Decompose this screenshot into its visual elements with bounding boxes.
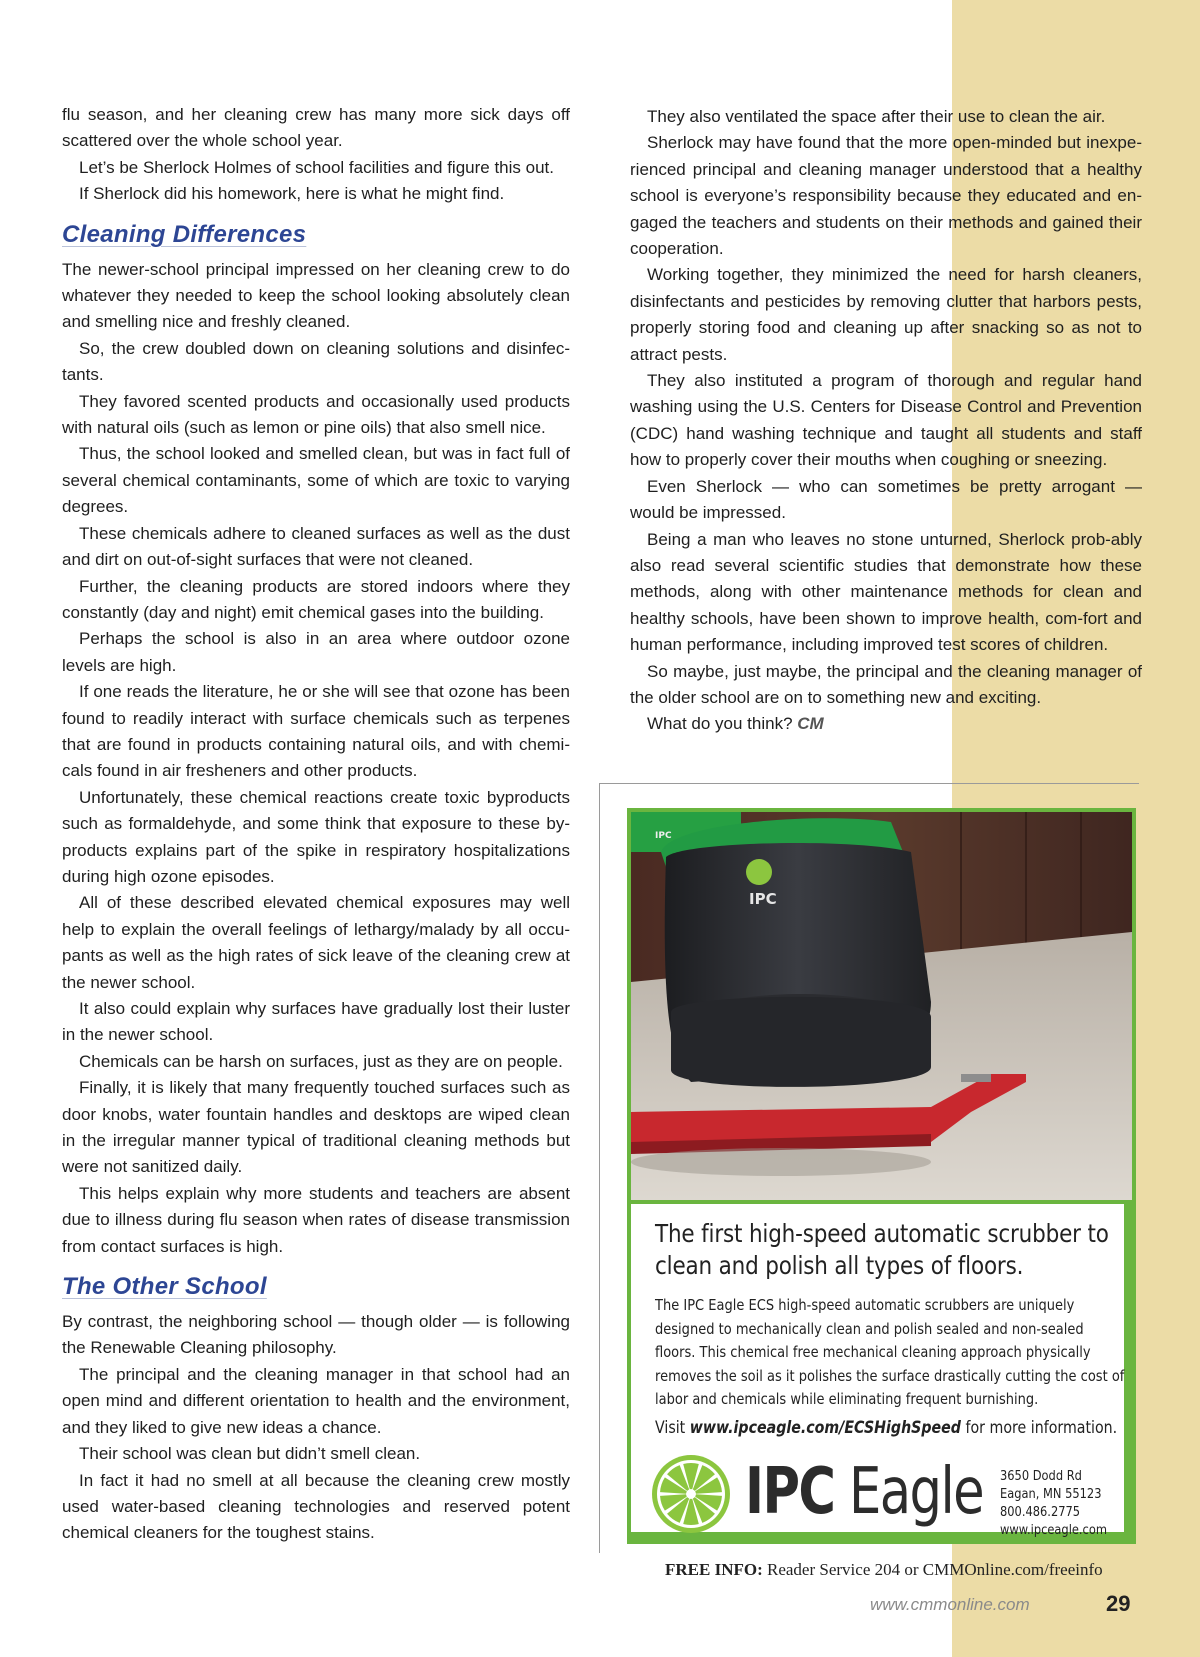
ad-address-block: [1000, 1468, 1107, 1540]
article-paragraph: If one reads the literature, he or she will see that ozone has been found to readily interact with surface chemicals such as terpenes that are found in products containing natural oils, and with chemi-cals found in air fresheners and other products.: [62, 682, 570, 781]
article-paragraph: flu season, and her cleaning crew has many more sick days off scattered over the whole school year.: [62, 105, 570, 151]
ad-body-text: The IPC Eagle ECS high-speed automatic scrubbers are uniquely designed to mechanically clean and polish sealed and non-sealed floors. This chemical free mechanical cleaning approach physically removes the soil as it polishes the surface drastically cutting the cost of labor and chemicals while eliminating frequent burnishing.: [655, 1296, 1125, 1408]
article-paragraph: This helps explain why more students and teachers are absent due to illness during flu season when rates of disease transmission from contact surfaces is high.: [62, 1183, 570, 1256]
machine-badge-text: IPC: [749, 890, 777, 908]
article-paragraph: Sherlock may have found that the more open-minded but inexpe-rienced principal and cleaning manager understood that a healthy school is everyone’s responsibility because they educated and en-gaged the teachers and students on their methods and gained their cooperation.: [630, 133, 1142, 259]
article-paragraph: It also could explain why surfaces have gradually lost their luster in the newer school.: [62, 999, 570, 1045]
footer-url[interactable]: www.cmmonline.com: [870, 1595, 1030, 1614]
article-paragraph: Thus, the school looked and smelled clean, but was in fact full of several chemical contaminants, some of which are toxic to varying degrees.: [62, 444, 570, 517]
ipc-eagle-wordmark: IPC Eagle: [745, 1455, 983, 1529]
article-paragraph: These chemicals adhere to cleaned surfaces as well as the dust and dirt on out-of-sight surfaces that were not cleaned.: [62, 523, 570, 570]
article-column-left: [62, 102, 570, 1547]
ipc-eagle-advertisement[interactable]: [627, 808, 1136, 1544]
address-line: 800.486.2775: [1000, 1505, 1081, 1520]
article-paragraph: Chemicals can be harsh on surfaces, just as they are on people.: [79, 1051, 563, 1071]
article-paragraph: Being a man who leaves no stone unturned, Sherlock prob-ably also read several scientific studies that demonstrate how these methods, along with other maintenance methods for clean and healthy schools, have been shown to improve health, com-fort and human performance, including improved test scores of children.: [630, 529, 1142, 655]
free-info-line: FREE INFO: Reader Service 204 or CMMOnline.com/freeinfo: [665, 1560, 1103, 1579]
article-paragraph: Finally, it is likely that many frequently touched surfaces such as door knobs, water fountain handles and desktops are wiped clean in the irregular manner typical of traditional cleaning methods but were not sanitized daily.: [62, 1078, 570, 1177]
article-paragraph: In fact it had no smell at all because the cleaning crew mostly used water-based cleaning technologies and reserved potent chemical cleaners for the toughest stains.: [62, 1470, 570, 1543]
closing-line: What do you think? CM: [647, 714, 824, 734]
article-paragraph: The principal and the cleaning manager in that school had an open mind and different orientation to health and the environment, and they liked to give new ideas a chance.: [62, 1364, 570, 1437]
lime-slice-logo-icon: [651, 1454, 731, 1534]
ad-visit-line: Visit www.ipceagle.com/ECSHighSpeed for more information.: [655, 1418, 1118, 1437]
article-paragraph: So maybe, just maybe, the principal and the cleaning manager of the older school are on to something new and exciting.: [630, 661, 1142, 707]
scrubber-illustration: [631, 812, 1132, 1200]
ad-copy-panel: [631, 1204, 1125, 1538]
article-paragraph: They favored scented products and occasionally used products with natural oils (such as lemon or pine oils) that also smell nice.: [62, 391, 570, 438]
article-paragraph: Further, the cleaning products are stored indoors where they constantly (day and night) emit chemical gases into the building.: [62, 576, 570, 622]
article-paragraph: Even Sherlock — who can sometimes be pretty arrogant — would be impressed.: [630, 476, 1142, 523]
article-paragraph: So, the crew doubled down on cleaning solutions and disinfec-tants.: [62, 338, 570, 385]
ad-divider-top: [600, 783, 1139, 784]
section-heading: The Other School: [62, 1273, 267, 1301]
article-paragraph: Perhaps the school is also in an area where outdoor ozone levels are high.: [62, 629, 570, 675]
address-line: Eagan, MN 55123: [1000, 1487, 1102, 1502]
cm-end-mark: CM: [797, 714, 824, 734]
article-paragraph: Unfortunately, these chemical reactions create toxic byproducts such as formaldehyde, and some think that exposure to these by-products explains part of the spike in respiratory hospitalizations during high ozone episodes.: [62, 787, 570, 886]
article-paragraph: They also instituted a program of thorough and regular hand washing using the U.S. Centers for Disease Control and Prevention (CDC) hand washing technique and taught all students and staff how to properly cover their mouths when coughing or sneezing.: [630, 371, 1142, 470]
machine-small-badge-text: IPC: [655, 831, 672, 841]
page-number: 29: [1106, 1591, 1131, 1616]
article-column-right: [630, 104, 1142, 738]
article-paragraph: They also ventilated the space after their use to clean the air.: [647, 107, 1106, 126]
article-paragraph: The newer-school principal impressed on her cleaning crew to do whatever they needed to keep the school looking absolutely clean and smelling nice and freshly cleaned.: [62, 259, 570, 332]
article-paragraph: Working together, they minimized the need for harsh cleaners, disinfectants and pesticides by removing clutter that harbors pests, properly storing food and cleaning up after snacking so as not to attract pests.: [630, 265, 1142, 364]
section-heading: Cleaning Differences: [62, 220, 307, 248]
ad-visit-link[interactable]: www.ipceagle.com/ECSHighSpeed: [689, 1418, 961, 1437]
article-paragraph: All of these described elevated chemical exposures may well help to explain the overall feelings of lethargy/malady by all occu-pants as well as the high rates of sick leave of the cleaning crew at the newer school.: [62, 893, 570, 992]
ad-divider-left: [599, 783, 600, 1553]
article-paragraph: If Sherlock did his homework, here is what he might find.: [79, 184, 505, 204]
article-paragraph: Their school was clean but didn’t smell clean.: [79, 1444, 421, 1464]
article-paragraph: By contrast, the neighboring school — though older — is following the Renewable Cleaning philosophy.: [62, 1312, 570, 1358]
article-paragraph: Let’s be Sherlock Holmes of school facilities and figure this out.: [79, 157, 554, 177]
ad-headline: The first high-speed automatic scrubber to clean and polish all types of floors.: [655, 1219, 1109, 1280]
address-line: www.ipceagle.com: [1000, 1523, 1107, 1538]
address-line: 3650 Dodd Rd: [1000, 1469, 1082, 1484]
scrubber-photo: [631, 812, 1132, 1200]
